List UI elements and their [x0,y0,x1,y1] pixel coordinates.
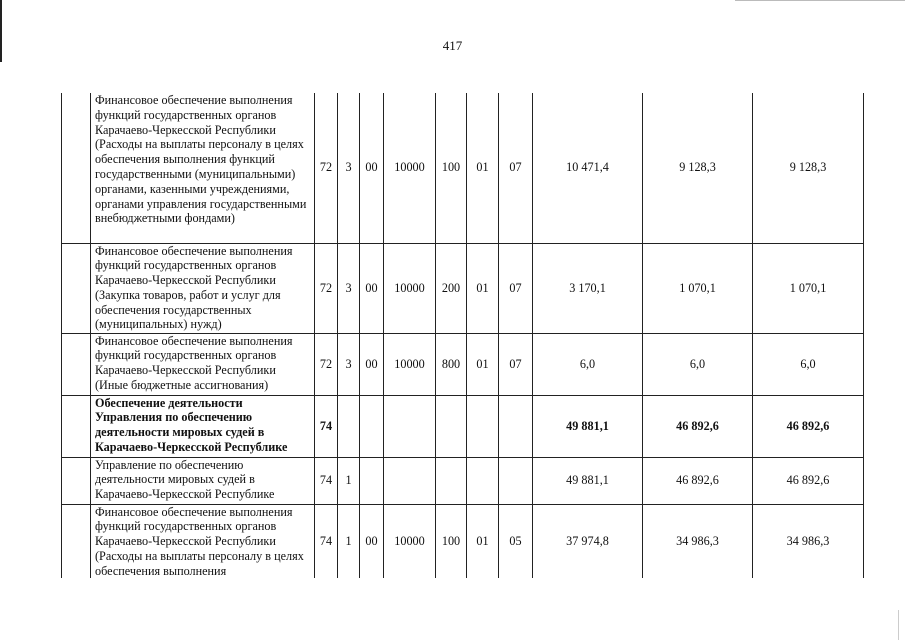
section-code-cell [467,395,499,457]
table-row [62,93,864,243]
subsection-code-cell [499,457,533,504]
section-code-cell [467,457,499,504]
expense-type-cell [436,395,467,457]
item-name-cell: Финансовое обеспечение выполнения функций государственных органов Карачаево-Черкесской Республики (Закупка товаров, работ и услуг для обеспечения государственных (муниципальных) нужд) [91,243,315,333]
amount-cell-1: 49 881,1 [533,457,643,504]
budget-table-body [62,93,864,578]
ministry-code-cell: 72 [315,93,338,243]
amount-cell-1: 6,0 [533,333,643,395]
amount-cell-3: 46 892,6 [753,395,864,457]
item-name-cell: Обеспечение деятельности Управления по обеспечению деятельности мировых судей в Карачаево-Черкесской Республике [91,395,315,457]
direction-code-cell [384,395,436,457]
expense-type-cell [436,457,467,504]
expense-type-cell: 200 [436,243,467,333]
table-row [62,243,864,333]
subprogram-code-cell: 00 [360,243,384,333]
subsection-code-cell: 07 [499,93,533,243]
amount-cell-3: 34 986,3 [753,504,864,578]
amount-cell-1: 49 881,1 [533,395,643,457]
amount-cell-3: 46 892,6 [753,457,864,504]
program-code-cell: 1 [338,457,360,504]
table-row [62,504,864,578]
section-code-cell: 01 [467,243,499,333]
ministry-code-cell: 72 [315,333,338,395]
item-name-cell: Финансовое обеспечение выполнения функций государственных органов Карачаево-Черкесской Республики (Расходы на выплаты персоналу в целях обеспечения выполнения функций государственными (муниципальными) органами, казенными учреждениями, органами управления государственными внебюджетными фондами) [91,93,315,243]
item-name-cell: Финансовое обеспечение выполнения функций государственных органов Карачаево-Черкесской Республики (Иные бюджетные ассигнования) [91,333,315,395]
subsection-code-cell: 07 [499,243,533,333]
scan-edge-mark [898,610,899,640]
table-row [62,457,864,504]
subsection-code-cell: 07 [499,333,533,395]
row-number-cell [62,333,91,395]
subprogram-code-cell: 00 [360,93,384,243]
amount-cell-1: 10 471,4 [533,93,643,243]
subprogram-code-cell: 00 [360,504,384,578]
program-code-cell [338,395,360,457]
amount-cell-3: 1 070,1 [753,243,864,333]
amount-cell-1: 3 170,1 [533,243,643,333]
amount-cell-2: 1 070,1 [643,243,753,333]
subprogram-code-cell [360,457,384,504]
amount-cell-2: 46 892,6 [643,395,753,457]
row-number-cell [62,504,91,578]
amount-cell-2: 46 892,6 [643,457,753,504]
row-number-cell [62,395,91,457]
direction-code-cell: 10000 [384,333,436,395]
ministry-code-cell: 74 [315,395,338,457]
scan-edge-mark [735,0,905,1]
ministry-code-cell: 74 [315,504,338,578]
amount-cell-2: 9 128,3 [643,93,753,243]
row-number-cell [62,93,91,243]
section-code-cell: 01 [467,504,499,578]
amount-cell-3: 6,0 [753,333,864,395]
section-code-cell: 01 [467,93,499,243]
subprogram-code-cell: 00 [360,333,384,395]
page-number: 417 [442,38,463,53]
program-code-cell: 3 [338,93,360,243]
direction-code-cell [384,457,436,504]
subsection-code-cell [499,395,533,457]
item-name-cell: Управление по обеспечению деятельности мировых судей в Карачаево-Черкесской Республике [91,457,315,504]
subprogram-code-cell [360,395,384,457]
item-name-cell: Финансовое обеспечение выполнения функций государственных органов Карачаево-Черкесской Республики (Расходы на выплаты персоналу в целях обеспечения выполнения [91,504,315,578]
program-code-cell: 1 [338,504,360,578]
subsection-code-cell: 05 [499,504,533,578]
expense-type-cell: 100 [436,504,467,578]
row-number-cell [62,457,91,504]
section-code-cell: 01 [467,333,499,395]
direction-code-cell: 10000 [384,243,436,333]
ministry-code-cell: 72 [315,243,338,333]
table-row [62,395,864,457]
expense-type-cell: 100 [436,93,467,243]
amount-cell-2: 34 986,3 [643,504,753,578]
amount-cell-1: 37 974,8 [533,504,643,578]
program-code-cell: 3 [338,333,360,395]
amount-cell-3: 9 128,3 [753,93,864,243]
budget-table [61,93,864,578]
row-number-cell [62,243,91,333]
expense-type-cell: 800 [436,333,467,395]
ministry-code-cell: 74 [315,457,338,504]
direction-code-cell: 10000 [384,504,436,578]
direction-code-cell: 10000 [384,93,436,243]
table-row [62,333,864,395]
amount-cell-2: 6,0 [643,333,753,395]
program-code-cell: 3 [338,243,360,333]
